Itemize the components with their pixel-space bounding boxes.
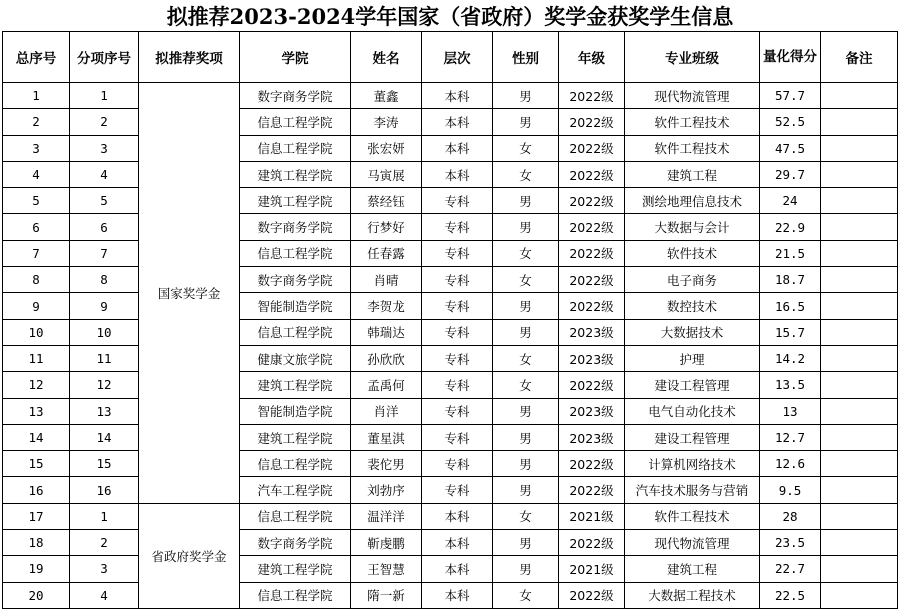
cell-major-class: 电子商务 — [625, 267, 760, 293]
cell-score: 12.7 — [760, 424, 821, 450]
cell-grade: 2021级 — [559, 503, 625, 529]
header-cell: 备注 — [821, 32, 898, 83]
cell-grade: 2022级 — [559, 372, 625, 398]
cell-remark — [821, 240, 898, 266]
table-row — [3, 135, 898, 161]
cell-total-index: 8 — [3, 267, 70, 293]
cell-remark — [821, 161, 898, 187]
cell-total-index: 7 — [3, 240, 70, 266]
cell-gender: 男 — [493, 530, 559, 556]
cell-major-class: 数控技术 — [625, 293, 760, 319]
cell-college: 健康文旅学院 — [240, 345, 351, 371]
cell-total-index: 19 — [3, 556, 70, 582]
cell-major-class: 软件技术 — [625, 240, 760, 266]
cell-college: 建筑工程学院 — [240, 424, 351, 450]
cell-sub-index: 10 — [70, 319, 139, 345]
cell-sub-index: 7 — [70, 240, 139, 266]
cell-major-class: 软件工程技术 — [625, 109, 760, 135]
cell-major-class: 现代物流管理 — [625, 83, 760, 109]
cell-score: 22.5 — [760, 582, 821, 608]
cell-total-index: 6 — [3, 214, 70, 240]
cell-major-class: 大数据与会计 — [625, 214, 760, 240]
cell-level: 本科 — [422, 582, 493, 608]
cell-name: 李涛 — [351, 109, 422, 135]
cell-gender: 男 — [493, 424, 559, 450]
cell-total-index: 10 — [3, 319, 70, 345]
cell-name: 王智慧 — [351, 556, 422, 582]
cell-award: 省政府奖学金 — [139, 503, 240, 608]
cell-score: 13.5 — [760, 372, 821, 398]
cell-grade: 2023级 — [559, 319, 625, 345]
cell-college: 建筑工程学院 — [240, 188, 351, 214]
cell-gender: 男 — [493, 214, 559, 240]
cell-remark — [821, 477, 898, 503]
cell-name: 韩瑞达 — [351, 319, 422, 345]
cell-score: 18.7 — [760, 267, 821, 293]
cell-score: 28 — [760, 503, 821, 529]
cell-remark — [821, 503, 898, 529]
cell-level: 专科 — [422, 345, 493, 371]
cell-remark — [821, 214, 898, 240]
cell-total-index: 17 — [3, 503, 70, 529]
cell-grade: 2022级 — [559, 293, 625, 319]
cell-college: 信息工程学院 — [240, 135, 351, 161]
cell-college: 信息工程学院 — [240, 319, 351, 345]
cell-sub-index: 3 — [70, 556, 139, 582]
cell-gender: 男 — [493, 451, 559, 477]
cell-name: 张宏妍 — [351, 135, 422, 161]
header-cell: 姓名 — [351, 32, 422, 83]
cell-sub-index: 8 — [70, 267, 139, 293]
cell-remark — [821, 398, 898, 424]
cell-score: 22.7 — [760, 556, 821, 582]
cell-level: 本科 — [422, 135, 493, 161]
cell-total-index: 13 — [3, 398, 70, 424]
cell-college: 智能制造学院 — [240, 398, 351, 424]
cell-level: 专科 — [422, 372, 493, 398]
cell-major-class: 汽车技术服务与营销 — [625, 477, 760, 503]
cell-level: 专科 — [422, 240, 493, 266]
cell-name: 肖洋 — [351, 398, 422, 424]
page-title: 拟推荐2023-2024学年国家（省政府）奖学金获奖学生信息 — [166, 4, 734, 29]
cell-grade: 2022级 — [559, 214, 625, 240]
cell-level: 专科 — [422, 477, 493, 503]
table-row — [3, 556, 898, 582]
table-row — [3, 503, 898, 529]
cell-grade: 2023级 — [559, 398, 625, 424]
cell-level: 本科 — [422, 109, 493, 135]
cell-remark — [821, 83, 898, 109]
cell-level: 专科 — [422, 293, 493, 319]
cell-remark — [821, 372, 898, 398]
table-row — [3, 240, 898, 266]
table-row — [3, 372, 898, 398]
cell-award: 国家奖学金 — [139, 83, 240, 504]
header-cell: 性别 — [493, 32, 559, 83]
cell-level: 本科 — [422, 556, 493, 582]
cell-college: 建筑工程学院 — [240, 372, 351, 398]
cell-gender: 男 — [493, 83, 559, 109]
cell-major-class: 建设工程管理 — [625, 372, 760, 398]
cell-score: 52.5 — [760, 109, 821, 135]
cell-grade: 2022级 — [559, 135, 625, 161]
cell-score: 29.7 — [760, 161, 821, 187]
cell-remark — [821, 293, 898, 319]
cell-sub-index: 6 — [70, 214, 139, 240]
header-cell-score: 量化得分 — [760, 32, 821, 83]
cell-remark — [821, 188, 898, 214]
cell-sub-index: 4 — [70, 161, 139, 187]
cell-grade: 2022级 — [559, 267, 625, 293]
table-row — [3, 345, 898, 371]
cell-major-class: 建设工程管理 — [625, 424, 760, 450]
cell-college: 信息工程学院 — [240, 582, 351, 608]
cell-name: 李贺龙 — [351, 293, 422, 319]
cell-gender: 男 — [493, 319, 559, 345]
cell-score: 14.2 — [760, 345, 821, 371]
cell-major-class: 大数据工程技术 — [625, 582, 760, 608]
cell-gender: 女 — [493, 503, 559, 529]
cell-sub-index: 11 — [70, 345, 139, 371]
cell-remark — [821, 424, 898, 450]
header-cell: 学院 — [240, 32, 351, 83]
table-row — [3, 188, 898, 214]
cell-major-class: 计算机网络技术 — [625, 451, 760, 477]
cell-major-class: 护理 — [625, 345, 760, 371]
cell-level: 专科 — [422, 267, 493, 293]
cell-level: 专科 — [422, 214, 493, 240]
cell-gender: 男 — [493, 109, 559, 135]
cell-college: 信息工程学院 — [240, 503, 351, 529]
cell-college: 数字商务学院 — [240, 267, 351, 293]
cell-level: 专科 — [422, 188, 493, 214]
cell-score: 24 — [760, 188, 821, 214]
cell-major-class: 软件工程技术 — [625, 135, 760, 161]
table-row — [3, 109, 898, 135]
cell-college: 汽车工程学院 — [240, 477, 351, 503]
cell-sub-index: 3 — [70, 135, 139, 161]
cell-gender: 男 — [493, 188, 559, 214]
cell-remark — [821, 135, 898, 161]
cell-grade: 2022级 — [559, 161, 625, 187]
cell-level: 专科 — [422, 319, 493, 345]
table-row — [3, 530, 898, 556]
cell-score: 13 — [760, 398, 821, 424]
cell-total-index: 15 — [3, 451, 70, 477]
cell-gender: 女 — [493, 161, 559, 187]
cell-sub-index: 14 — [70, 424, 139, 450]
cell-remark — [821, 267, 898, 293]
cell-grade: 2022级 — [559, 451, 625, 477]
table-row — [3, 319, 898, 345]
header-cell: 分项序号 — [70, 32, 139, 83]
cell-grade: 2022级 — [559, 83, 625, 109]
cell-grade: 2023级 — [559, 424, 625, 450]
cell-level: 本科 — [422, 503, 493, 529]
table-row — [3, 424, 898, 450]
cell-major-class: 建筑工程 — [625, 161, 760, 187]
cell-remark — [821, 109, 898, 135]
cell-sub-index: 13 — [70, 398, 139, 424]
cell-score: 16.5 — [760, 293, 821, 319]
cell-level: 本科 — [422, 530, 493, 556]
cell-major-class: 测绘地理信息技术 — [625, 188, 760, 214]
cell-major-class: 现代物流管理 — [625, 530, 760, 556]
cell-college: 智能制造学院 — [240, 293, 351, 319]
cell-name: 隋一新 — [351, 582, 422, 608]
cell-gender: 女 — [493, 345, 559, 371]
cell-name: 行梦好 — [351, 214, 422, 240]
cell-gender: 女 — [493, 135, 559, 161]
cell-grade: 2022级 — [559, 188, 625, 214]
cell-grade: 2021级 — [559, 556, 625, 582]
cell-remark — [821, 451, 898, 477]
cell-total-index: 14 — [3, 424, 70, 450]
table-row — [3, 293, 898, 319]
cell-name: 任春露 — [351, 240, 422, 266]
header-cell: 年级 — [559, 32, 625, 83]
cell-sub-index: 4 — [70, 582, 139, 608]
cell-name: 温洋洋 — [351, 503, 422, 529]
cell-gender: 男 — [493, 556, 559, 582]
table-row — [3, 83, 898, 109]
cell-remark — [821, 582, 898, 608]
cell-grade: 2022级 — [559, 530, 625, 556]
scholarship-table — [2, 31, 898, 609]
header-row — [3, 32, 898, 83]
cell-major-class: 软件工程技术 — [625, 503, 760, 529]
cell-total-index: 20 — [3, 582, 70, 608]
cell-total-index: 16 — [3, 477, 70, 503]
cell-level: 本科 — [422, 83, 493, 109]
table-row — [3, 267, 898, 293]
cell-sub-index: 9 — [70, 293, 139, 319]
cell-score: 15.7 — [760, 319, 821, 345]
table-row — [3, 451, 898, 477]
cell-name: 董星淇 — [351, 424, 422, 450]
cell-level: 专科 — [422, 424, 493, 450]
cell-score: 9.5 — [760, 477, 821, 503]
cell-grade: 2022级 — [559, 477, 625, 503]
cell-gender: 男 — [493, 477, 559, 503]
cell-sub-index: 2 — [70, 530, 139, 556]
cell-gender: 女 — [493, 267, 559, 293]
cell-score: 21.5 — [760, 240, 821, 266]
table-row — [3, 477, 898, 503]
cell-score: 23.5 — [760, 530, 821, 556]
table-row — [3, 214, 898, 240]
cell-sub-index: 12 — [70, 372, 139, 398]
cell-total-index: 4 — [3, 161, 70, 187]
table-row — [3, 161, 898, 187]
cell-grade: 2023级 — [559, 345, 625, 371]
cell-gender: 男 — [493, 293, 559, 319]
cell-gender: 女 — [493, 240, 559, 266]
cell-college: 数字商务学院 — [240, 214, 351, 240]
cell-total-index: 9 — [3, 293, 70, 319]
cell-major-class: 电气自动化技术 — [625, 398, 760, 424]
cell-total-index: 1 — [3, 83, 70, 109]
cell-level: 专科 — [422, 398, 493, 424]
cell-college: 数字商务学院 — [240, 83, 351, 109]
cell-name: 马寅展 — [351, 161, 422, 187]
header-cell: 总序号 — [3, 32, 70, 83]
cell-name: 孟禹何 — [351, 372, 422, 398]
cell-college: 数字商务学院 — [240, 530, 351, 556]
cell-name: 孙欣欣 — [351, 345, 422, 371]
table-row — [3, 398, 898, 424]
cell-score: 22.9 — [760, 214, 821, 240]
cell-college: 信息工程学院 — [240, 240, 351, 266]
cell-total-index: 3 — [3, 135, 70, 161]
cell-gender: 女 — [493, 582, 559, 608]
header-cell: 专业班级 — [625, 32, 760, 83]
cell-grade: 2022级 — [559, 240, 625, 266]
cell-total-index: 2 — [3, 109, 70, 135]
cell-sub-index: 1 — [70, 503, 139, 529]
cell-sub-index: 15 — [70, 451, 139, 477]
header-cell: 拟推荐奖项 — [139, 32, 240, 83]
cell-name: 裴佗男 — [351, 451, 422, 477]
cell-grade: 2022级 — [559, 582, 625, 608]
cell-major-class: 大数据技术 — [625, 319, 760, 345]
cell-level: 本科 — [422, 161, 493, 187]
cell-name: 蔡经钰 — [351, 188, 422, 214]
cell-college: 建筑工程学院 — [240, 161, 351, 187]
cell-level: 专科 — [422, 451, 493, 477]
cell-total-index: 18 — [3, 530, 70, 556]
cell-name: 刘勃序 — [351, 477, 422, 503]
cell-sub-index: 16 — [70, 477, 139, 503]
header-cell: 层次 — [422, 32, 493, 83]
cell-total-index: 5 — [3, 188, 70, 214]
cell-grade: 2022级 — [559, 109, 625, 135]
cell-college: 信息工程学院 — [240, 451, 351, 477]
cell-total-index: 11 — [3, 345, 70, 371]
cell-gender: 女 — [493, 372, 559, 398]
cell-college: 建筑工程学院 — [240, 556, 351, 582]
cell-remark — [821, 345, 898, 371]
cell-name: 董鑫 — [351, 83, 422, 109]
cell-sub-index: 1 — [70, 83, 139, 109]
cell-remark — [821, 530, 898, 556]
table-row — [3, 582, 898, 608]
cell-college: 信息工程学院 — [240, 109, 351, 135]
cell-total-index: 12 — [3, 372, 70, 398]
table-body — [3, 83, 898, 609]
cell-sub-index: 2 — [70, 109, 139, 135]
cell-score: 12.6 — [760, 451, 821, 477]
cell-remark — [821, 319, 898, 345]
cell-major-class: 建筑工程 — [625, 556, 760, 582]
cell-score: 47.5 — [760, 135, 821, 161]
cell-name: 靳虔鹏 — [351, 530, 422, 556]
cell-score: 57.7 — [760, 83, 821, 109]
cell-name: 肖晴 — [351, 267, 422, 293]
cell-remark — [821, 556, 898, 582]
cell-gender: 男 — [493, 398, 559, 424]
cell-sub-index: 5 — [70, 188, 139, 214]
